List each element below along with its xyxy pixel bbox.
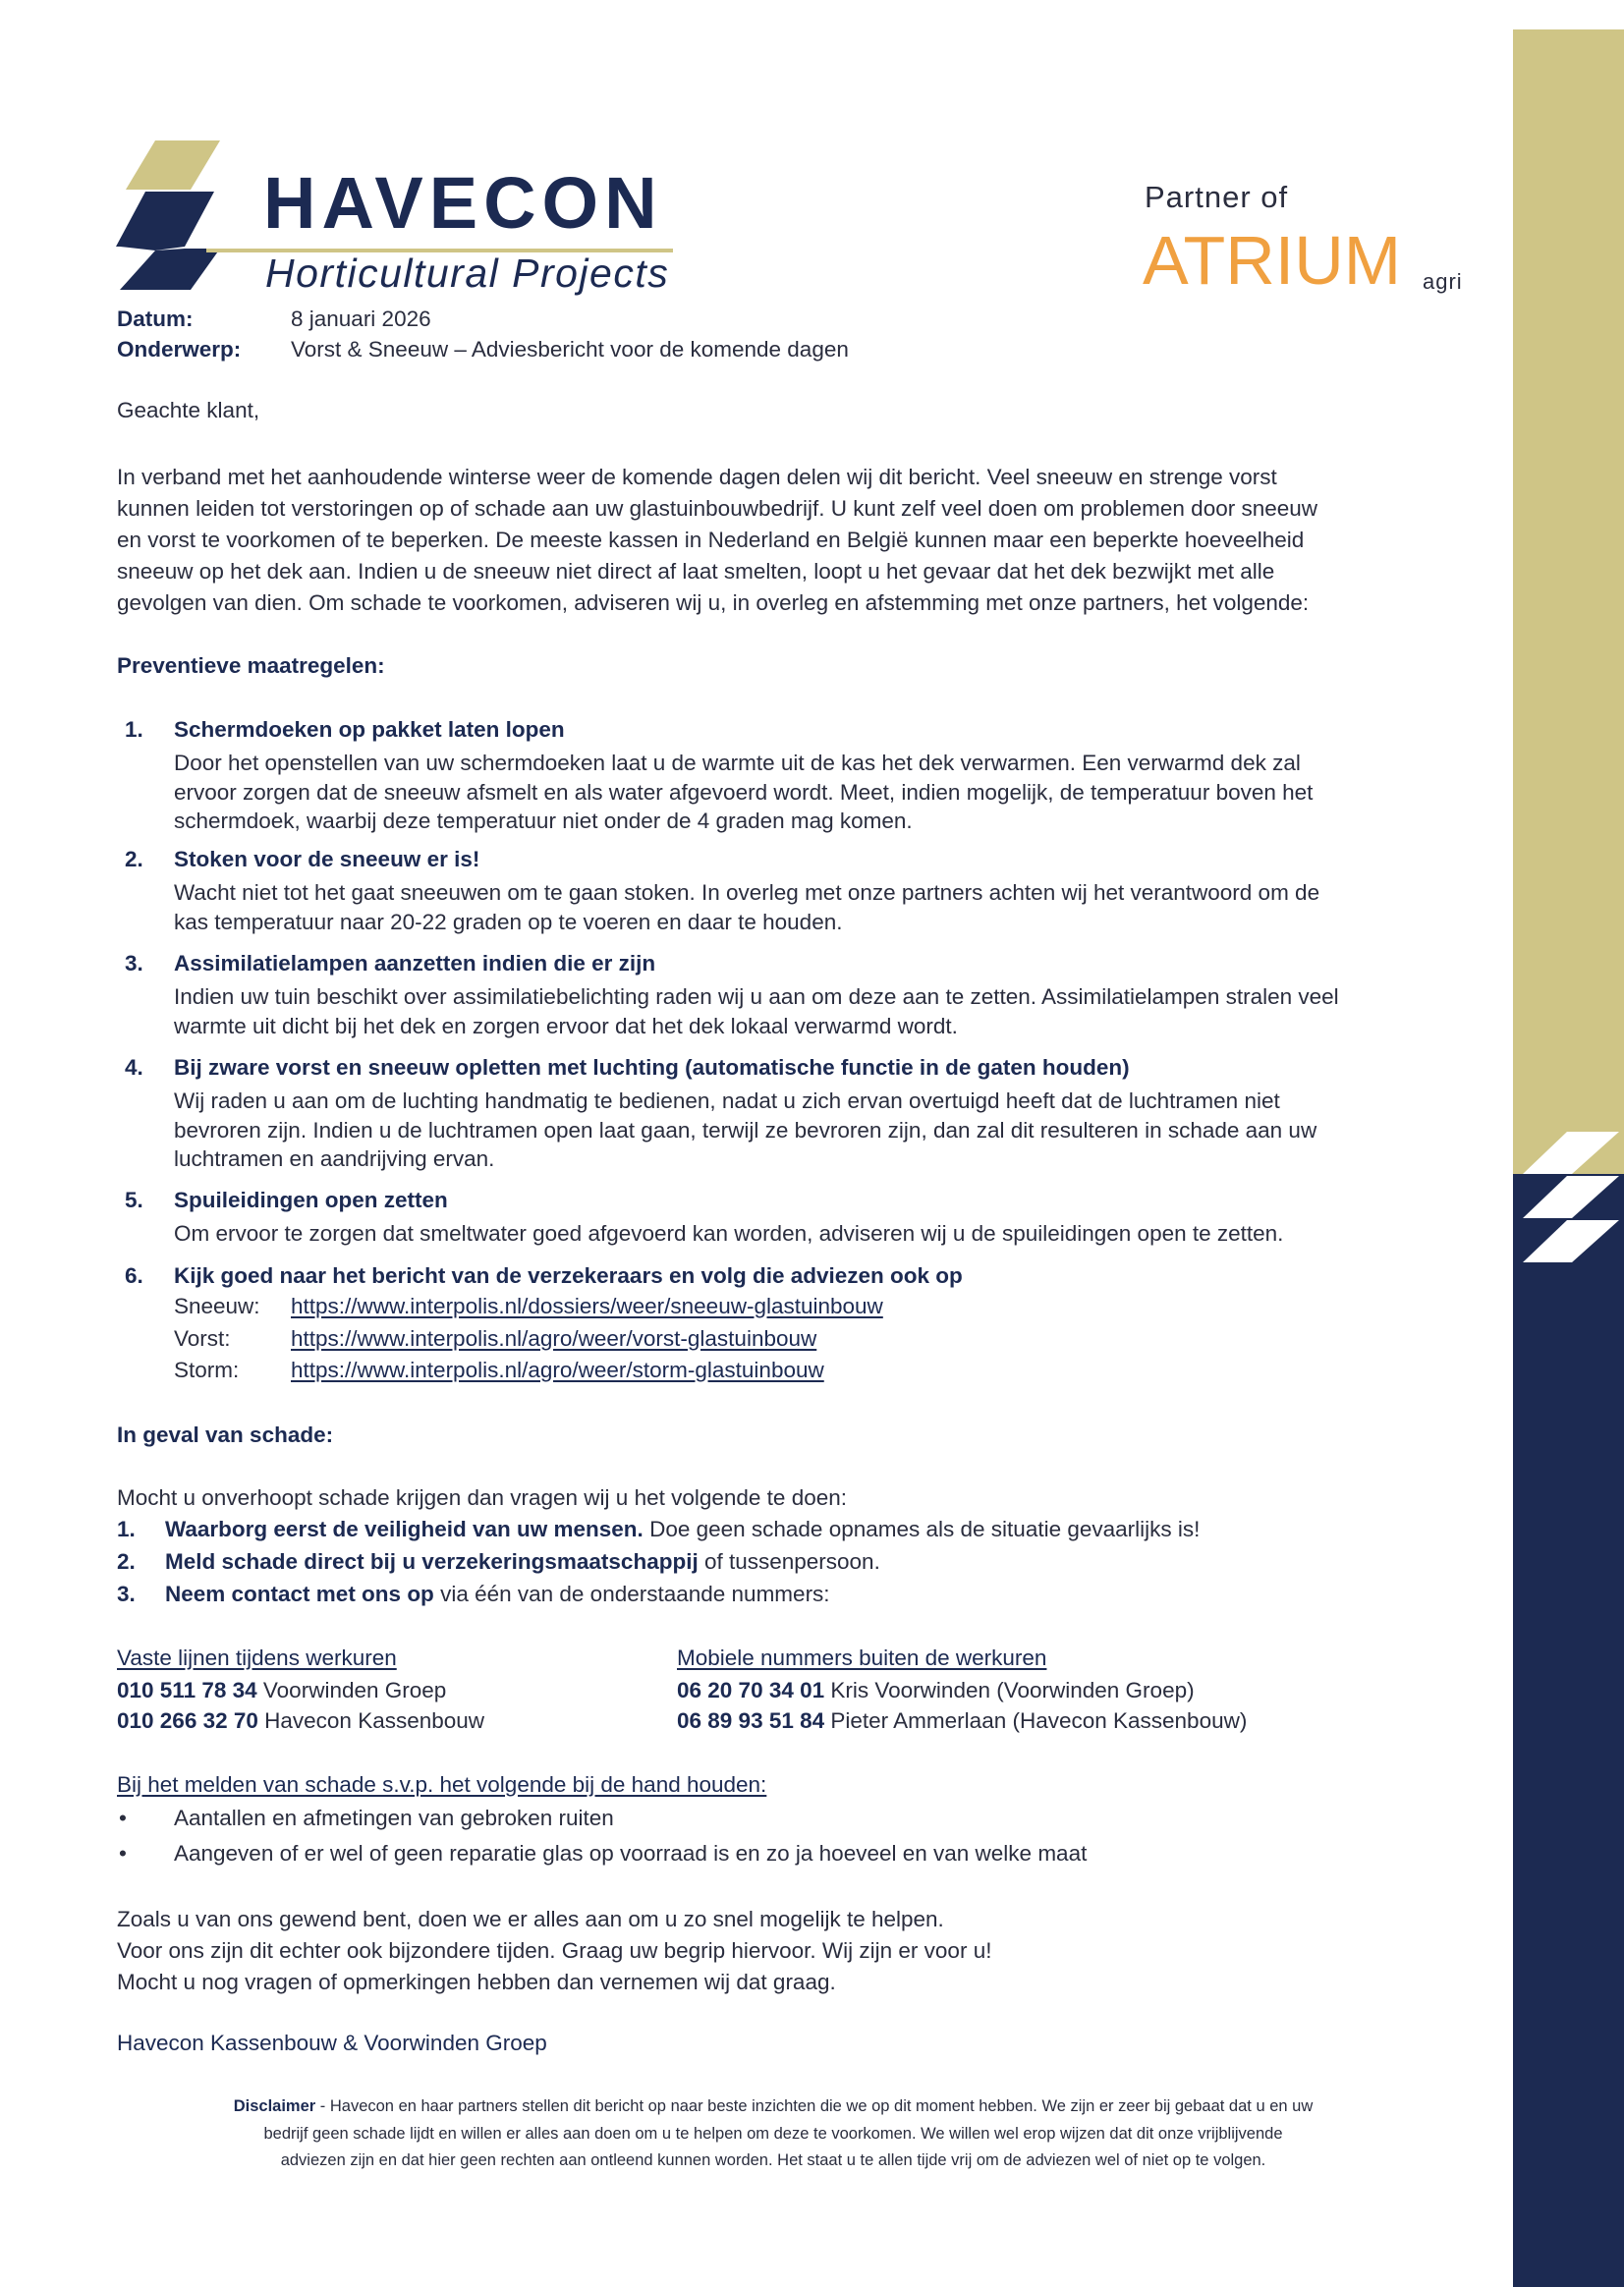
intro-paragraph: [117, 462, 1317, 619]
intro-line: kunnen leiden tot verstoringen op of schade aan uw glastuinbouwbedrijf. U kunt zelf veel doen om problemen door sneeuw: [117, 496, 1318, 521]
body-line: Door het openstellen van uw schermdoeken laat u de warmte uit de kas het dek verwarmen. Een verwarmd dek zal: [174, 751, 1301, 775]
list-item-title: Stoken voor de sneeuw er is!: [174, 847, 480, 871]
phone-number[interactable]: 06 20 70 34 01: [677, 1678, 825, 1702]
body-line: schermdoek, waarbij deze temperatuur niet onder de 4 graden mag komen.: [174, 809, 913, 834]
list-number: 5.: [125, 1188, 143, 1212]
link-label: Sneeuw:: [174, 1294, 260, 1318]
decorative-bar-gold: [1513, 29, 1624, 1174]
closing-line: Voor ons zijn dit echter ook bijzondere tijden. Graag uw begrip hiervoor. Wij zijn er voor u!: [117, 1938, 992, 1963]
atrium-logo-text: ATRIUM: [1143, 222, 1402, 299]
step-bold: Neem contact met ons op: [165, 1582, 434, 1606]
havecon-logo: [116, 140, 226, 296]
contact-row: [677, 1708, 1247, 1734]
contact-name: Kris Voorwinden (Voorwinden Groep): [824, 1678, 1195, 1702]
decorative-bar-navy: [1513, 1174, 1624, 2287]
damage-step: [165, 1517, 1200, 1542]
link-label: Vorst:: [174, 1326, 231, 1351]
section-heading-damage: In geval van schade:: [117, 1422, 334, 1447]
disclaimer-line: - Havecon en haar partners stellen dit bericht op naar beste inzichten die we op dit moment hebben. We zijn er zeer bij gebaat dat u en uw: [315, 2097, 1314, 2115]
subject-value: Vorst & Sneeuw – Adviesbericht voor de komende dagen: [291, 337, 849, 362]
bullet-item: Aangeven of er wel of geen reparatie glas op voorraad is en zo ja hoeveel en van welke maat: [174, 1841, 1088, 1866]
list-item-title: Kijk goed naar het bericht van de verzekeraars en volg die adviezen ook op: [174, 1263, 963, 1288]
step-number: 1.: [117, 1517, 136, 1541]
body-line: kas temperatuur naar 20-22 graden op te voeren en daar te houden.: [174, 909, 843, 934]
body-line: luchtramen en aandrijving ervan.: [174, 1146, 495, 1172]
list-item-body: [174, 1219, 1283, 1249]
intro-line: In verband met het aanhoudende winterse weer de komende dagen delen wij dit bericht. Veel sneeuw en strenge vorst: [117, 465, 1277, 489]
list-number: 1.: [125, 717, 143, 742]
havecon-logo-text: HAVECON: [263, 162, 663, 244]
body-line: ervoor zorgen dat de sneeuw afsmelt en als water afgevoerd wordt. Meet, indien mogelijk, de temperatuur boven het: [174, 779, 1314, 805]
step-number: 2.: [117, 1549, 136, 1574]
list-item-body: [174, 982, 1339, 1040]
atrium-logo-sub: agri: [1423, 269, 1463, 294]
partner-label: Partner of: [1145, 180, 1289, 214]
signature: Havecon Kassenbouw & Voorwinden Groep: [117, 2031, 547, 2055]
intro-line: sneeuw op het dek aan. Indien u de sneeuw niet direct af laat smelten, loopt u het gevaar dat het dek bezwijkt met alle: [117, 559, 1275, 584]
damage-step: [165, 1582, 830, 1607]
bullet-icon: •: [119, 1841, 127, 1866]
list-number: 2.: [125, 847, 143, 871]
lightning-emblem-icon: [1523, 1130, 1621, 1267]
list-item-title: Bij zware vorst en sneeuw opletten met luchting (automatische functie in de gaten houden): [174, 1055, 1130, 1080]
step-text: of tussenpersoon.: [698, 1549, 880, 1574]
phone-number[interactable]: 010 511 78 34: [117, 1678, 257, 1702]
step-number: 3.: [117, 1582, 136, 1606]
havecon-logo-mark-icon: [116, 140, 226, 290]
greeting: Geachte klant,: [117, 398, 260, 422]
body-line: Wij raden u aan om de luchting handmatig te bedienen, nadat u zich ervan overtuigd heeft dat de luchtramen niet: [174, 1088, 1280, 1113]
disclaimer-line: adviezen zijn en dat hier geen rechten aan ontleend kunnen worden. Het staat u te allen tijde vrij om de adviezen wel of niet op te volgen.: [280, 2151, 1266, 2169]
mobile-contacts-heading: Mobiele nummers buiten de werkuren: [677, 1646, 1047, 1670]
list-item-body: [174, 1087, 1316, 1174]
body-line: Om ervoor te zorgen dat smeltwater goed afgevoerd kan worden, adviseren wij u de spuileidingen open te zetten.: [174, 1221, 1284, 1246]
list-item-title: Assimilatielampen aanzetten indien die er zijn: [174, 951, 656, 976]
bullet-icon: •: [119, 1806, 127, 1830]
intro-line: en vorst te voorkomen of te beperken. De meeste kassen in Nederland en België kunnen maar een beperkte hoeveelheid: [117, 528, 1305, 552]
step-text: Doe geen schade opnames als de situatie gevaarlijks is!: [643, 1517, 1201, 1541]
closing-paragraph: [117, 1904, 991, 1998]
logo-tagline: Horticultural Projects: [265, 251, 670, 296]
disclaimer-label: Disclaimer: [233, 2097, 316, 2115]
link-sneeuw[interactable]: https://www.interpolis.nl/dossiers/weer/sneeuw-glastuinbouw: [291, 1294, 883, 1318]
contact-name: Voorwinden Groep: [256, 1678, 447, 1702]
date-label: Datum:: [117, 307, 194, 331]
date-value: 8 januari 2026: [291, 307, 431, 331]
damage-intro: Mocht u onverhoopt schade krijgen dan vragen wij u het volgende te doen:: [117, 1485, 847, 1510]
link-label: Storm:: [174, 1358, 240, 1382]
damage-step: [165, 1549, 880, 1575]
closing-line: Zoals u van ons gewend bent, doen we er alles aan om u zo snel mogelijk te helpen.: [117, 1907, 944, 1931]
contact-row: [117, 1708, 484, 1734]
intro-line: gevolgen van dien. Om schade te voorkomen, adviseren wij u, in overleg en afstemming met onze partners, het volgende:: [117, 590, 1310, 615]
phone-number[interactable]: 010 266 32 70: [117, 1708, 258, 1733]
list-item-body: [174, 749, 1313, 836]
contact-name: Havecon Kassenbouw: [257, 1708, 485, 1733]
link-vorst[interactable]: https://www.interpolis.nl/agro/weer/vorst-glastuinbouw: [291, 1326, 817, 1351]
list-number: 3.: [125, 951, 143, 976]
link-storm[interactable]: https://www.interpolis.nl/agro/weer/storm-glastuinbouw: [291, 1358, 824, 1382]
step-bold: Meld schade direct bij u verzekeringsmaatschappij: [165, 1549, 699, 1574]
list-item-title: Schermdoeken op pakket laten lopen: [174, 717, 565, 742]
disclaimer-line: bedrijf geen schade lijdt en willen er alles aan doen om u te helpen om deze te voorkomen. We willen wel erop wijzen dat dit onze vrijblijvende: [263, 2124, 1283, 2143]
office-contacts-heading: Vaste lijnen tijdens werkuren: [117, 1646, 397, 1670]
bullet-item: Aantallen en afmetingen van gebroken ruiten: [174, 1806, 614, 1830]
subject-label: Onderwerp:: [117, 337, 242, 362]
phone-number[interactable]: 06 89 93 51 84: [677, 1708, 825, 1733]
list-number: 4.: [125, 1055, 143, 1080]
contact-row: [677, 1678, 1195, 1703]
step-bold: Waarborg eerst de veiligheid van uw mensen.: [165, 1517, 644, 1541]
step-text: via één van de onderstaande nummers:: [433, 1582, 830, 1606]
body-line: Indien uw tuin beschikt over assimilatiebelichting raden wij u aan om deze aan te zetten. Assimilatielampen stralen veel: [174, 984, 1339, 1009]
contact-row: [117, 1678, 446, 1703]
list-number: 6.: [125, 1263, 143, 1288]
closing-line: Mocht u nog vragen of opmerkingen hebben dan vernemen wij dat graag.: [117, 1970, 836, 1994]
disclaimer: [117, 2093, 1429, 2175]
section-heading-preventive: Preventieve maatregelen:: [117, 653, 385, 678]
contact-name: Pieter Ammerlaan (Havecon Kassenbouw): [824, 1708, 1248, 1733]
list-item-body: [174, 878, 1319, 936]
report-heading: Bij het melden van schade s.v.p. het volgende bij de hand houden:: [117, 1772, 767, 1797]
body-line: Wacht niet tot het gaat sneeuwen om te gaan stoken. In overleg met onze partners achten wij het verantwoord om de: [174, 880, 1320, 905]
body-line: warmte uit dicht bij het dek en zorgen ervoor dat het dek lokaal verwarmd wordt.: [174, 1013, 958, 1038]
list-item-title: Spuileidingen open zetten: [174, 1188, 448, 1212]
body-line: bevroren zijn. Indien u de luchtramen open laat gaan, terwijl ze bevroren zijn, dan zal dit resulteren in schade aan uw: [174, 1117, 1317, 1143]
